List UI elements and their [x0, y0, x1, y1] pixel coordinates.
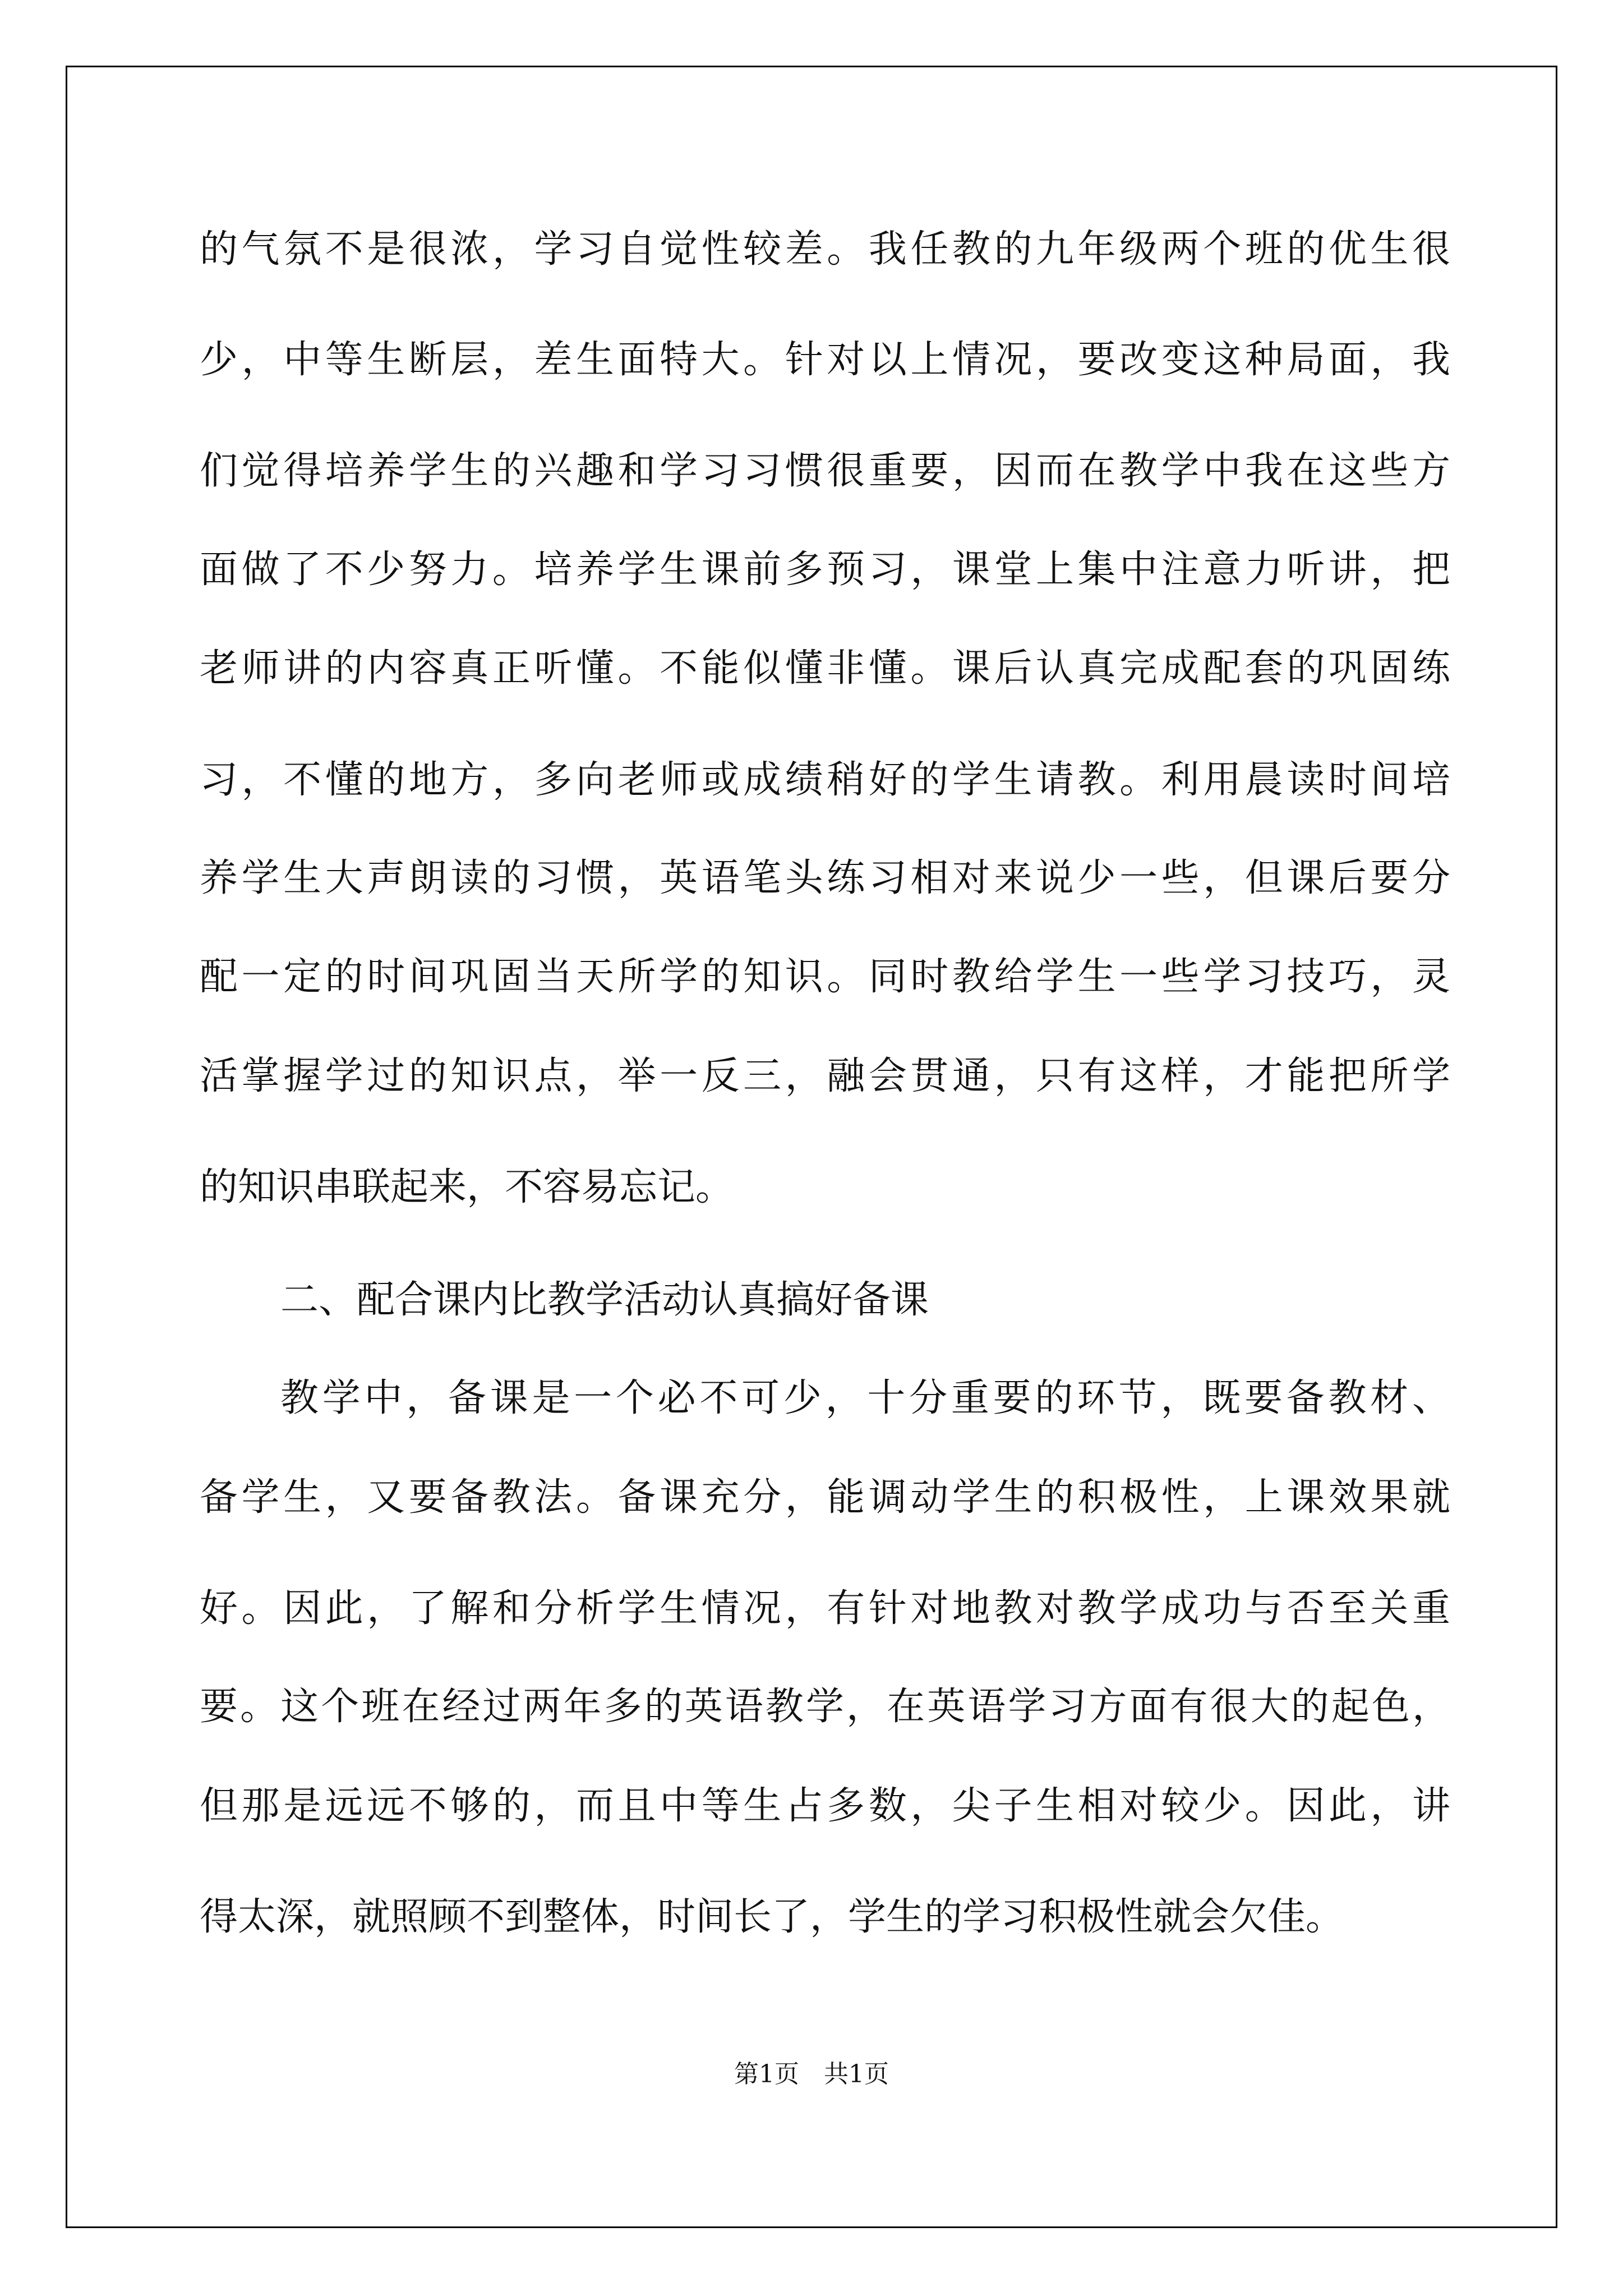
body-text-line: 养学生大声朗读的习惯，英语笔头练习相对来说少一些，但课后要分	[200, 856, 1450, 900]
body-text-line: 老师讲的内容真正听懂。不能似懂非懂。课后认真完成配套的巩固练	[200, 646, 1450, 691]
body-text-line: 备学生，又要备教法。备课充分，能调动学生的积极性，上课效果就	[200, 1475, 1450, 1520]
body-text-line: 教学中，备课是一个必不可少，十分重要的环节，既要备教材、	[280, 1376, 1450, 1420]
page-number: 第1页 共1页	[734, 2060, 889, 2088]
body-text-line: 但那是远远不够的，而且中等生占多数，尖子生相对较少。因此，讲	[200, 1784, 1450, 1828]
body-text-line: 活掌握学过的知识点，举一反三，融会贯通，只有这样，才能把所学	[200, 1054, 1450, 1098]
body-text-line: 得太深，就照顾不到整体，时间长了，学生的学习积极性就会欠佳。	[200, 1895, 1344, 1939]
body-text-line: 习，不懂的地方，多向老师或成绩稍好的学生请教。利用晨读时间培	[200, 758, 1450, 802]
body-text-line: 的气氛不是很浓，学习自觉性较差。我任教的九年级两个班的优生很	[200, 227, 1450, 272]
section-heading: 二、配合课内比教学活动认真搞好备课	[280, 1278, 929, 1322]
body-text-line: 配一定的时间巩固当天所学的知识。同时教给学生一些学习技巧，灵	[200, 955, 1450, 999]
body-text-line: 们觉得培养学生的兴趣和学习习惯很重要，因而在教学中我在这些方	[200, 449, 1450, 493]
body-text-line: 的知识串联起来，不容易忘记。	[200, 1165, 734, 1209]
body-text-line: 面做了不少努力。培养学生课前多预习，课堂上集中注意力听讲，把	[200, 547, 1450, 592]
body-text-line: 要。这个班在经过两年多的英语教学，在英语学习方面有很大的起色，	[200, 1685, 1450, 1729]
body-text-line: 好。因此，了解和分析学生情况，有针对地教对教学成功与否至关重	[200, 1586, 1450, 1631]
body-text-line: 少，中等生断层，差生面特大。针对以上情况，要改变这种局面，我	[200, 338, 1450, 382]
